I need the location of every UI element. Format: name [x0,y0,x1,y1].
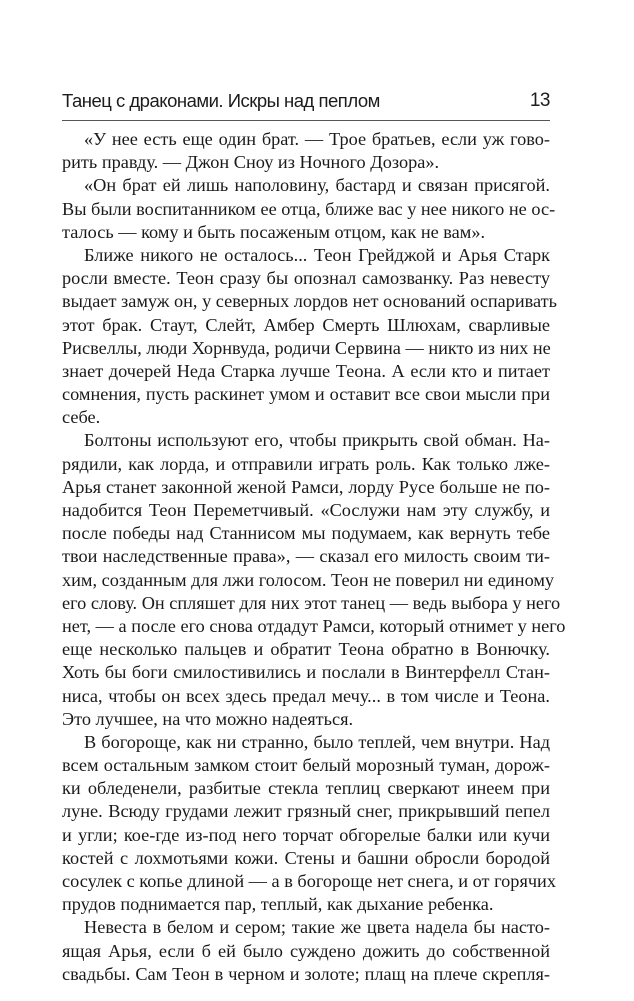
text-line: Хоть бы боги смилостивились и послали в Винтерфелл Стан- [62,662,550,683]
text-line: всем остальным замком стоит белый морозный туман, дорож- [62,755,550,776]
text-line: Рисвеллы, люди Хорнвуда, родичи Сервина — никто из них не [62,337,551,358]
text-line: рядили, как лорда, и отправили играть роль. Как только лже- [62,453,550,474]
text-line: хим, созданным для лжи голосом. Теон не поверил ни единому [62,569,555,590]
text-line: Арья станет законной женой Рамси, лорду Русе больше не по- [62,476,550,497]
text-line: «Он брат ей лишь наполовину, бастард и связан присягой. [84,175,550,196]
text-line: знает дочерей Неда Старка лучше Теона. А если кто и питает [62,360,550,381]
text-line: В богороще, как ни странно, было теплей, чем внутри. Над [84,731,550,752]
running-head [62,90,550,120]
body-text [62,128,566,986]
text-line: ящая Арья, если б ей было суждено дожить до собственной [62,940,550,961]
text-line: Это лучшее, на что можно надеяться. [62,708,354,729]
text-line: Невеста в белом и сером; такие же цвета надела бы насто- [84,917,550,938]
text-line: росли вместе. Теон сразу бы опознал самозванку. Раз невесту [62,268,550,289]
running-title: Танец с драконами. Искры над пеплом [62,90,380,111]
text-line: после победы над Станнисом мы подумаем, как вернуть тебе [62,523,550,544]
text-line: еще несколько пальцев и обратит Теона обратно в Вонючку. [62,639,550,660]
text-line: костей с лохмотьями кожи. Стены и башни обросли бородой [62,847,550,868]
paragraph [62,429,566,730]
text-line: луне. Всюду грудами лежит грязный снег, прикрывший пепел [62,801,550,822]
paragraph [62,244,558,430]
header-rule [62,120,550,121]
text-line: Болтоны используют его, чтобы прикрыть свой обман. На- [84,430,550,451]
text-line: и угли; кое-где из-под него торчат обгорелые балки или кучи [62,824,550,845]
paragraph [62,128,550,174]
text-line: его слову. Он спляшет для них этот танец — ведь выбора у него [62,592,561,613]
text-line: себе. [62,407,101,428]
text-line: нет, — а после его снова отдадут Рамси, который отнимет у него [62,615,566,636]
text-line: надобится Теон Переметчивый. «Сослужи нам эту службу, и [62,500,550,520]
text-line: ниса, чтобы он всех здесь предал мечу... в том числе и Теона. [62,685,550,706]
text-line: свадьбы. Сам Теон в черном и золоте; плащ на плече скрепля- [62,963,550,984]
text-line: талось — кому и быть посаженым отцом, как не вам». [62,221,486,242]
text-line: Ближе никого не осталось... Теон Грейджой и Арья Старк [84,244,550,265]
paragraph [62,174,556,244]
paragraph [62,916,550,986]
text-line: ки обледенели, разбитые стекла теплиц сверкают инеем при [62,778,550,799]
text-line: этот брак. Стаут, Слейт, Амбер Смерть Шлюхам, сварливые [62,314,550,335]
text-line: прудов поднимается пар, теплый, как дыхание ребенка. [62,894,494,915]
text-line: выдает замуж он, у северных лордов нет оснований оспаривать [62,291,558,312]
text-line: «У нее есть еще один брат. — Трое братьев, если уж гово- [84,129,550,149]
text-line: Вы были воспитанником ее отца, ближе вас у нее никого не ос- [62,198,556,219]
text-line: твои наследственные права», — сказал его милость своим ти- [62,546,550,567]
paragraph [62,731,556,917]
text-line: рить правду. — Джон Сноу из Ночного Дозора». [62,152,440,173]
text-line: сомнения, пусть раскинет умом и оставит все свои мысли при [62,384,550,405]
page-number: 13 [529,90,550,111]
text-line: сосулек с копье длиной — а в богороще нет снега, и от горячих [62,871,556,891]
